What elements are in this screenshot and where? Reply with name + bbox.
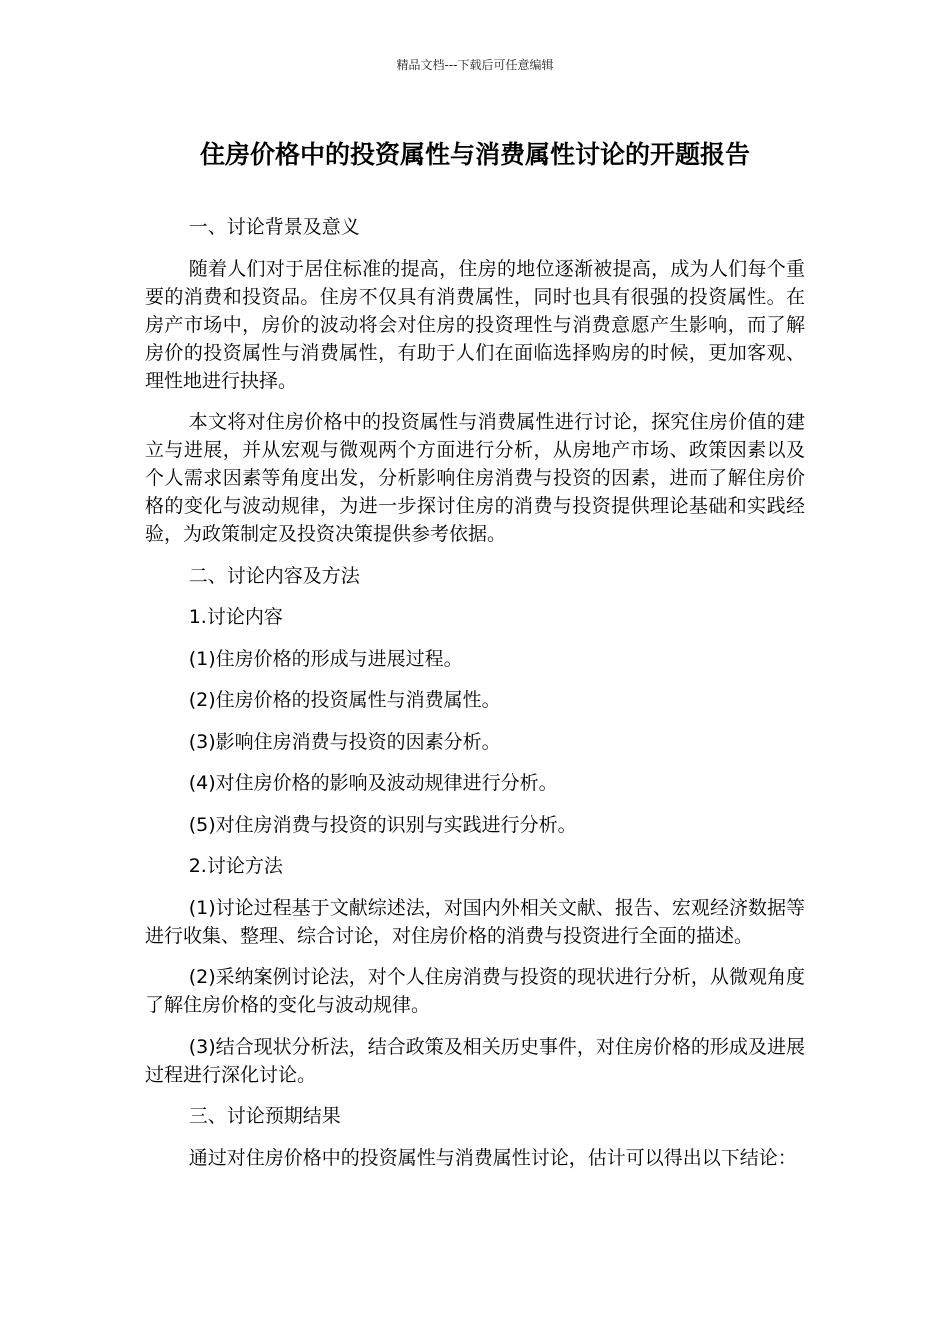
- list-item: (4)对住房价格的影响及波动规律进行分析。: [188, 772, 558, 794]
- paragraph-background-1: 随着人们对于居住标准的提高，住房的地位逐渐被提高，成为人们每个重要的消费和投资品。住房不仅具有消费属性，同时也具有很强的投资属性。在房产市场中，房价的波动将会对住房的投资理性与消费意愿产生影响，而了解房价的投资属性与消费属性，有助于人们在面临选择购房的时候，更加客观、理性地进行抉择。: [145, 257, 805, 392]
- paragraph-expected-results: 通过对住房价格中的投资属性与消费属性讨论，估计可以得出以下结论：: [188, 1146, 797, 1169]
- section-heading-content-methods: 二、讨论内容及方法: [188, 564, 360, 587]
- list-item: (5)对住房消费与投资的识别与实践进行分析。: [188, 813, 577, 836]
- list-item: (1)住房价格的形成与进展过程。: [188, 647, 463, 670]
- subheading-methods: 2.讨论方法: [188, 855, 283, 877]
- document-body: [145, 213, 805, 1185]
- page-header: 精品文档---下载后可任意编辑: [396, 58, 554, 72]
- section-heading-expected-results: 三、讨论预期结果: [188, 1105, 341, 1127]
- method-item: (1)讨论过程基于文献综述法，对国内外相关文献、报告、宏观经济数据等进行收集、整理、综合讨论，对住房价格的消费与投资进行全面的描述。: [145, 896, 805, 947]
- list-item: (2)住房价格的投资属性与消费属性。: [188, 689, 501, 711]
- document-title: 住房价格中的投资属性与消费属性讨论的开题报告: [199, 140, 750, 169]
- list-item: (3)影响住房消费与投资的因素分析。: [188, 730, 501, 753]
- section-heading-background: 一、讨论背景及意义: [188, 216, 360, 238]
- subheading-content: 1.讨论内容: [188, 606, 283, 628]
- paragraph-background-2: 本文将对住房价格中的投资属性与消费属性进行讨论，探究住房价值的建立与进展，并从宏观与微观两个方面进行分析，从房地产市场、政策因素以及个人需求因素等角度出发，分析影响住房消费与投资的因素，进而了解住房价格的变化与波动规律，为进一步探讨住房的消费与投资提供理论基础和实践经验，为政策制定及投资决策提供参考依据。: [145, 411, 805, 545]
- method-item: (3)结合现状分析法，结合政策及相关历史事件，对住房价格的形成及进展过程进行深化讨论。: [145, 1035, 805, 1086]
- method-item: (2)采纳案例讨论法，对个人住房消费与投资的现状进行分析，从微观角度了解住房价格的变化与波动规律。: [145, 966, 805, 1016]
